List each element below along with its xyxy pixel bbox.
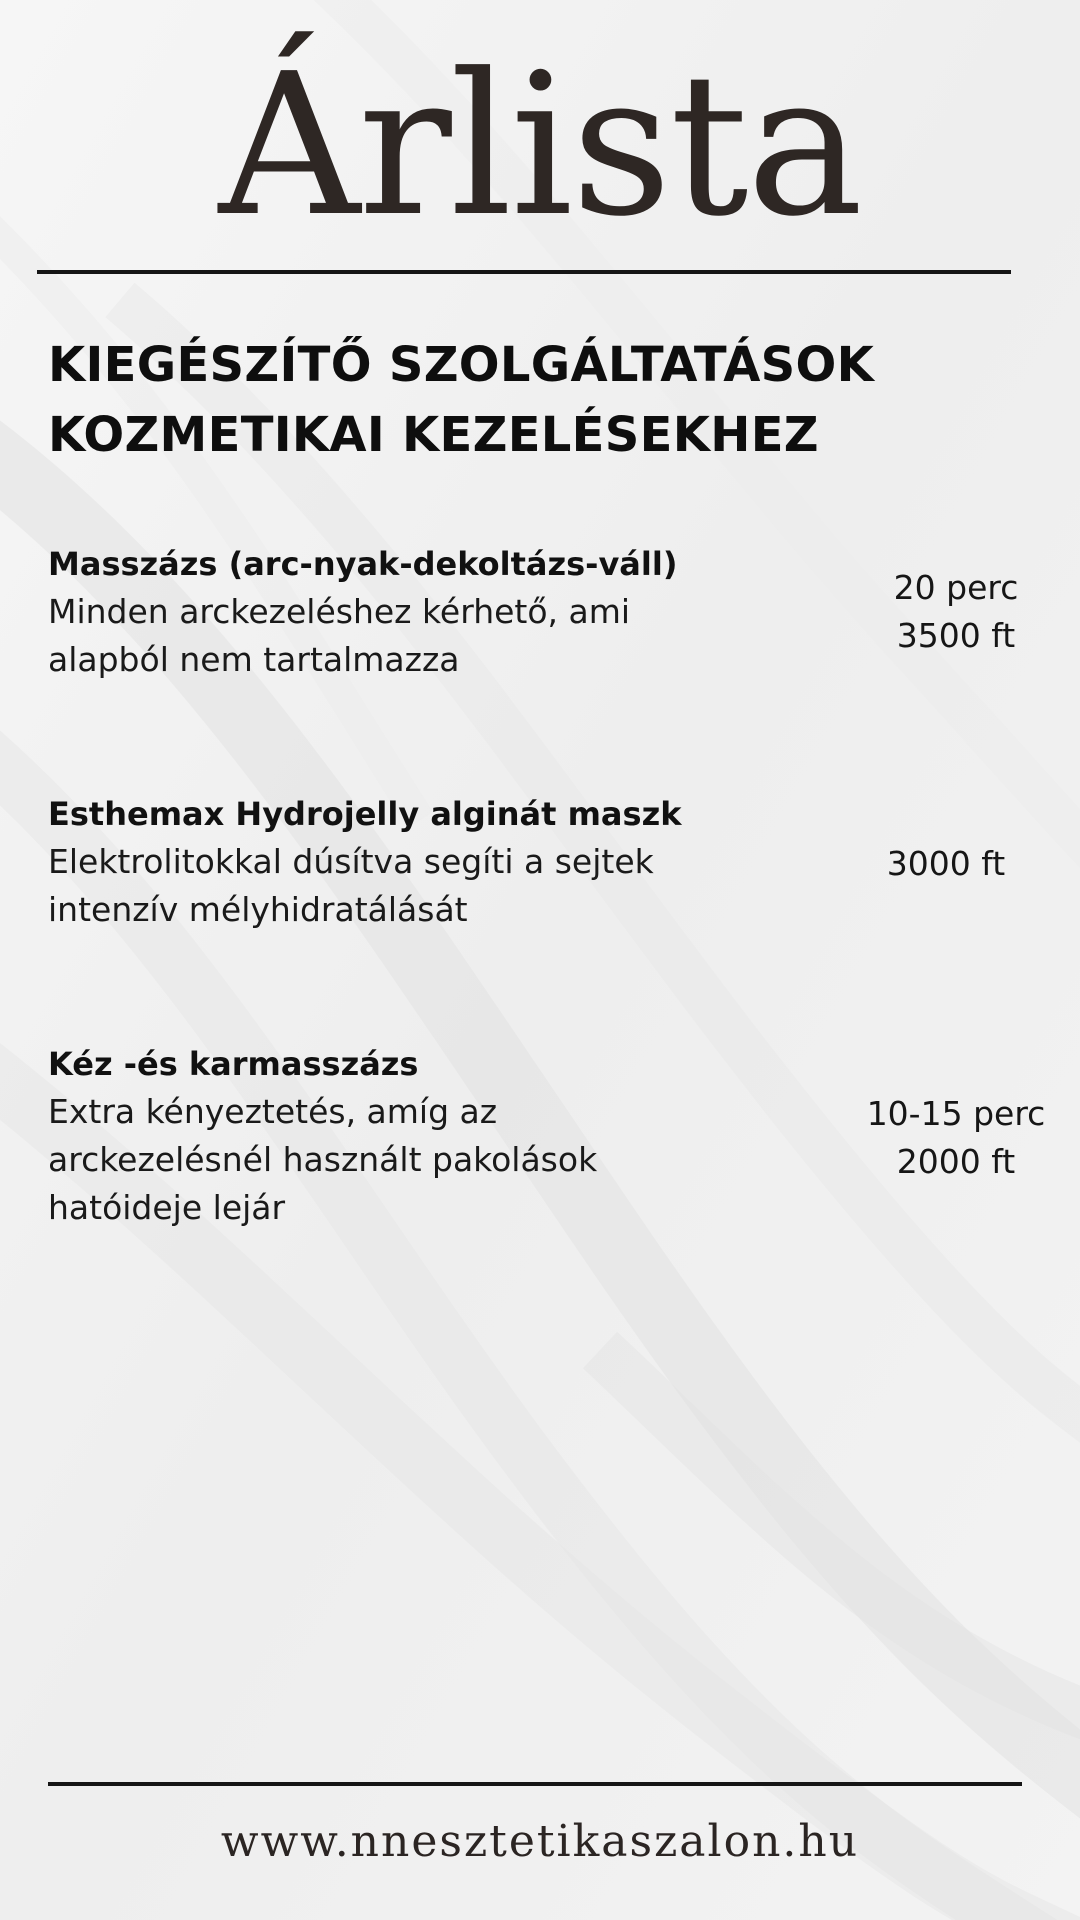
service-price-block (758, 1090, 1080, 1186)
service-price: 3000 ft (886, 844, 1006, 883)
service-description: Minden arckezeléshez kérhető, ami alapból nem tartalmazza (48, 592, 631, 679)
service-duration: 20 perc (893, 568, 1019, 607)
service-name: Masszázs (arc-nyak-dekoltázs-váll) (48, 545, 678, 583)
page-title: Árlista (218, 32, 862, 260)
service-item-hand-massage (48, 1040, 1046, 1232)
service-price: 3500 ft (896, 616, 1016, 655)
service-name: Kéz -és karmasszázs (48, 1045, 419, 1083)
service-price-block (748, 840, 1080, 888)
service-description: Elektrolitokkal dúsítva segíti a sejtek intenzív mélyhidratálását (48, 842, 654, 929)
bottom-divider (48, 1782, 1022, 1786)
service-item-alginate-mask (48, 790, 1028, 934)
service-item-massage (48, 540, 1028, 684)
section-heading-line-1: KIEGÉSZÍTŐ SZOLGÁLTATÁSOK (48, 337, 875, 393)
section-heading-line-2: KOZMETIKAI KEZELÉSEKHEZ (48, 407, 819, 463)
section-heading (48, 330, 1028, 470)
service-name: Esthemax Hydrojelly alginát maszk (48, 795, 682, 833)
website-link[interactable]: www.nnesztetikaszalon.hu (220, 1816, 860, 1867)
top-divider (37, 270, 1011, 274)
service-price-block (758, 564, 1080, 660)
service-price: 2000 ft (896, 1142, 1016, 1181)
service-description: Extra kényeztetés, amíg az arckezelésnél használt pakolások hatóideje lejár (48, 1092, 598, 1227)
service-duration: 10-15 perc (866, 1094, 1046, 1133)
